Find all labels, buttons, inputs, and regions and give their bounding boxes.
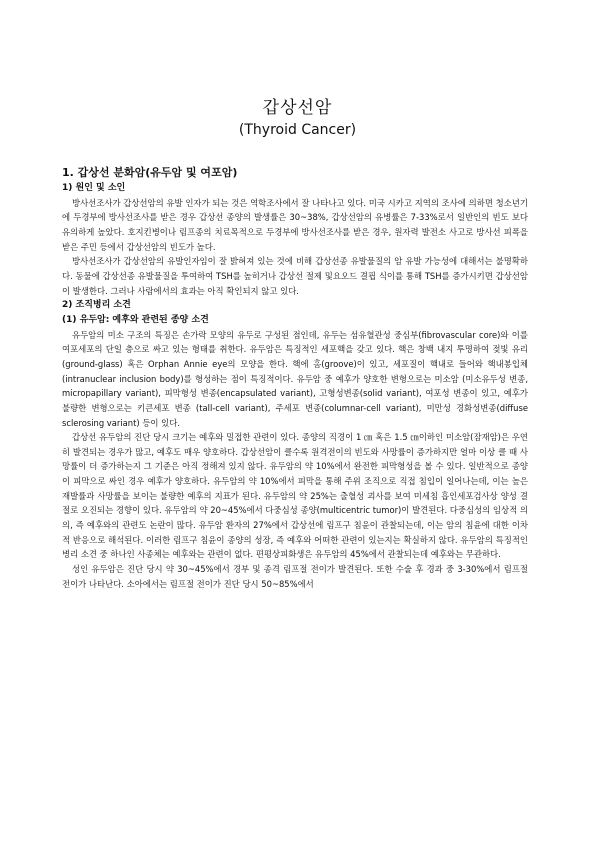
subsection-heading-papillary: (1) 유두암: 예후와 관련된 종양 소견 — [62, 314, 209, 325]
document-subtitle: (Thyroid Cancer) — [238, 122, 357, 138]
paragraph: 유두암의 미소 구조의 특징은 손가락 모양의 유두로 구성된 점인데, 유두는 섬유혈관성 중심부(fibrovascular core)와 이를 여포세포의 단일 층으로 싸고 있는 형태를 취한다. 유두암은 특징적인 세포핵을 갖고 있다. 핵은 창백 내지 투명하여 젖빛 유리 (ground-glass) 혹은 Orphan Annie eye의 모양을 한다. 핵에 홈(groove)이 있고, 세포질이 핵내로 들어와 핵내봉입체 (intranuclear inclusion body)를 형성하는 점이 특징적이다. 유두암 중 예후가 양호한 변형으로는 미소암 (미소유두성 변종, micropapillary variant), 피막형성 변종(encapsulated variant), 고형성변종(solid variant), 여포성 변종이 있고, 예후가 불량한 변형으로는 키큰세포 변종 (tall-cell variant), 주세포 변종(columnar-cell variant), 미만성 경화성변종(diffuse sclerosing variant) 등이 있다. — [62, 329, 528, 428]
subsection-heading-pathology: 2) 조직병리 소견 — [62, 300, 131, 311]
section-heading: 1. 갑상선 분화암(유두암 및 여포암) — [62, 166, 238, 179]
paragraph: 갑상선 유두암의 진단 당시 크기는 예후와 밀접한 관련이 있다. 종양의 직경이 1 ㎝ 혹은 1.5 ㎝이하인 미소암(잠재암)은 우연히 발견되는 경우가 많고, 예후도 매우 양호하다. 갑상선암이 클수록 원격전이의 빈도와 사망률이 증가하지만 얼마 이상 클 때 사망률이 더 증가하는지 그 기준은 아직 정해져 있지 않다. 유두암의 약 10%에서 완전한 피막형성을 볼 수 있다. 일반적으로 종양이 피막으로 싸인 경우 예후가 양호하다. 유두암의 약 10%에서 피막을 통해 주위 조직으로 직접 침입이 일어나는데, 이는 높은 재발률과 사망률을 보이는 불량한 예후의 지표가 된다. 유두암의 약 25%는 출혈성 괴사를 보여 미세침 흡인세포검사상 양성 결절로 오진되는 경향이 있다. 유두암의 약 20~45%에서 다중심성 종양(multicentric tumor)이 발견된다. 다중심성의 임상적 의의, 즉 예후와의 관련도 논란이 많다. 유두암 환자의 27%에서 갑상선에 림프구 침윤이 관찰되는데, 이는 암의 침윤에 대한 이차적 반응으로 해석된다. 이러한 림프구 침윤이 종양의 성장, 즉 예후와 어떠한 관련이 있는지는 확실하지 않다. 유두암의 특징적인 병리 소견 중 하나인 사종체는 예후와는 관련이 없다. 편평상피화생은 유두암의 45%에서 관찰되는데 예후와는 무관하다. — [62, 432, 528, 560]
paragraph: 방사선조사가 갑상선암의 유발 인자가 되는 것은 역학조사에서 잘 나타나고 있다. 미국 시카고 지역의 조사에 의하면 청소년기에 두경부에 방사선조사를 받은 경우 갑상선 종양의 발생률은 30~38%, 갑상선암의 유병률은 7-33%로서 일반인의 빈도 보다 유의하게 높았다. 호지킨병이나 림프종의 치료목적으로 두경부에 방사선조사를 받은 경우, 원자력 발전소 사고로 방사선 피폭을 받은 주민 등에서 갑상선암의 빈도가 높다. — [62, 197, 528, 252]
paragraph: 방사선조사가 갑상선암의 유발인자임이 잘 밝혀져 있는 것에 비해 갑상선종 유발물질의 암 유발 가능성에 대해서는 불명확하다. 동물에 갑상선종 유발물질을 투여하여 TSH를 높히거나 갑상선 절제 및요오드 결핍 식이를 통해 TSH를 증가시키면 갑상선암이 발생한다. 그러나 사람에서의 효과는 아직 확인되지 않고 있다. — [62, 256, 528, 296]
subsection-heading-cause: 1) 원인 및 소인 — [62, 183, 126, 193]
paragraph: 성인 유두암은 진단 당시 약 30~45%에서 경부 및 종격 림프절 전이가 발견된다. 또한 수술 후 경과 중 3-30%에서 림프절 전이가 나타난다. 소아에서는 림프절 전이가 진단 당시 50~85%에서 — [62, 564, 528, 589]
document-title: 갑상선암 — [262, 98, 333, 118]
document-body — [62, 165, 528, 591]
